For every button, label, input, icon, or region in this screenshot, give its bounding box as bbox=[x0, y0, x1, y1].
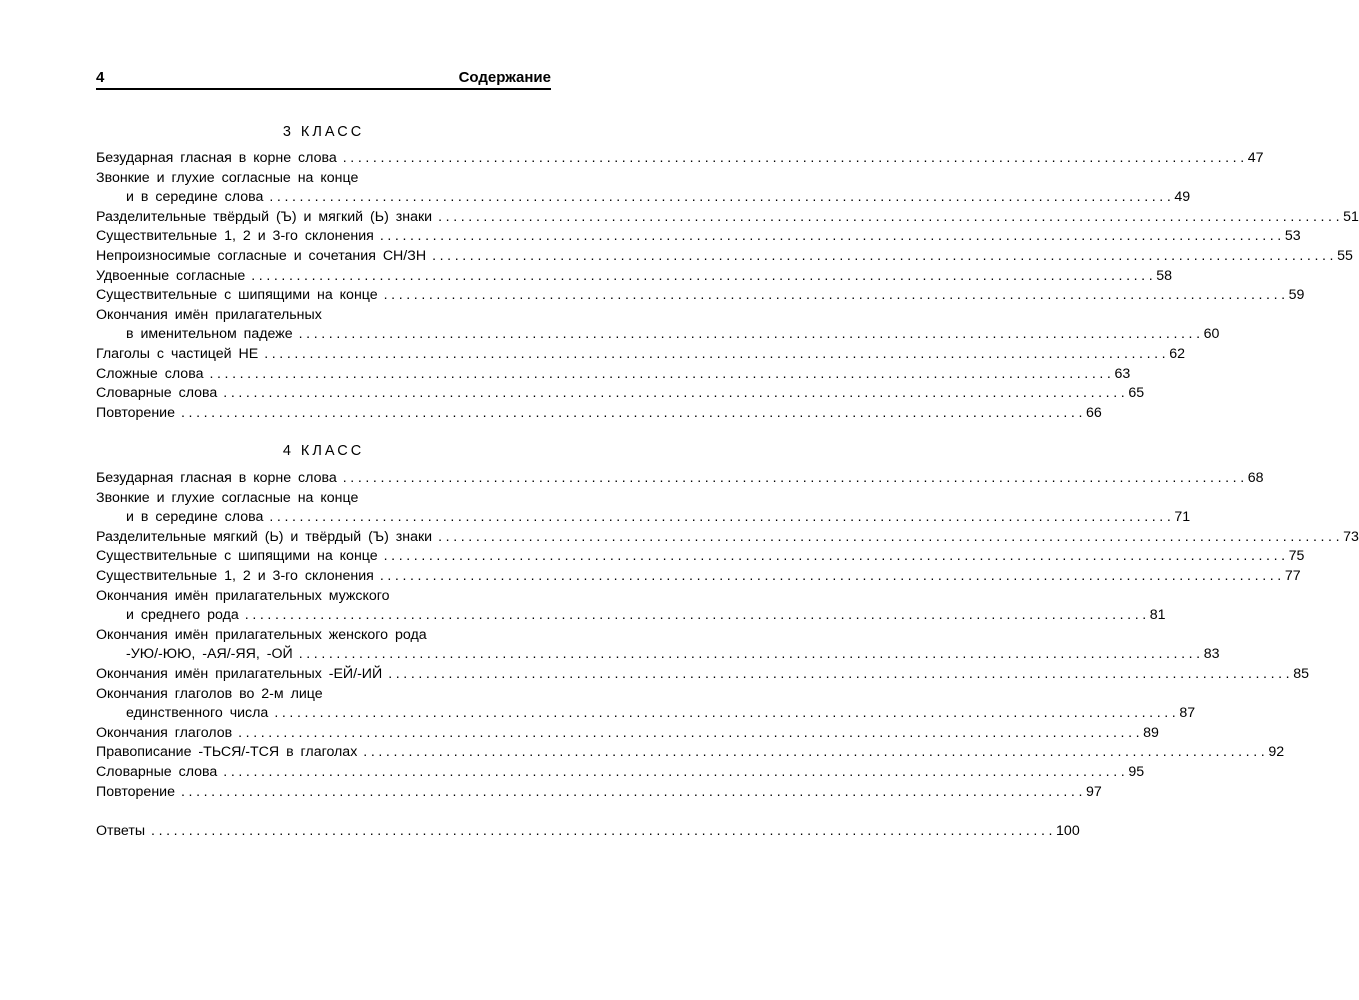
toc-entry[interactable] bbox=[96, 208, 1359, 228]
toc-page-number: 55 bbox=[1337, 247, 1353, 264]
dot-leader: ........................................................................................................................ bbox=[209, 365, 1115, 382]
toc-entry[interactable] bbox=[96, 267, 1173, 287]
toc-entry-title: Звонкие и глухие согласные на конце bbox=[96, 169, 359, 186]
toc-entry[interactable] bbox=[96, 404, 1102, 424]
dot-leader: ........................................................................................................................ bbox=[342, 470, 1248, 486]
toc-entry-title: Безударная гласная в корне слова bbox=[96, 470, 337, 486]
toc-page-number: 65 bbox=[1128, 385, 1145, 402]
dot-leader: ........................................................................................................................ bbox=[223, 763, 1129, 780]
toc-entry[interactable] bbox=[96, 508, 1191, 528]
toc-entry-title: Существительные с шипящими на конце bbox=[96, 287, 378, 304]
toc-entry-title: Существительные с шипящими на конце bbox=[96, 548, 378, 565]
toc-entry-title: Глаголы с частицей НЕ bbox=[96, 345, 259, 362]
toc-entry-title: Разделительные твёрдый (Ъ) и мягкий (Ь) знаки bbox=[96, 208, 433, 225]
toc-entry[interactable] bbox=[96, 528, 1359, 548]
toc-entry[interactable] bbox=[96, 665, 1309, 685]
toc-entry[interactable] bbox=[96, 626, 551, 646]
toc-page-number: 63 bbox=[1114, 365, 1131, 382]
toc-entry-title: Существительные 1, 2 и 3-го склонения bbox=[96, 567, 374, 584]
dot-leader: ........................................................................................................................ bbox=[432, 247, 1338, 264]
toc-page-number: 49 bbox=[1174, 189, 1191, 206]
toc-entry[interactable] bbox=[96, 345, 1185, 365]
dot-leader: ........................................................................................................................ bbox=[151, 823, 1057, 839]
toc-entry-title: Окончания имён прилагательных bbox=[96, 306, 322, 323]
dot-leader: ........................................................................................................................ bbox=[342, 150, 1248, 166]
toc-page-number: 53 bbox=[1284, 228, 1301, 245]
toc-entry[interactable] bbox=[96, 188, 1191, 208]
toc-entry[interactable] bbox=[96, 149, 1264, 169]
toc-entry-title: Существительные 1, 2 и 3-го склонения bbox=[96, 228, 374, 245]
class4-toc bbox=[96, 469, 1359, 802]
dot-leader: ........................................................................................................................ bbox=[383, 548, 1289, 565]
toc-entry-title: Удвоенные согласные bbox=[96, 267, 246, 284]
toc-page-number: 87 bbox=[1179, 705, 1196, 722]
toc-entry-title: Сложные слова bbox=[96, 365, 204, 382]
toc-entry-title: и в середине слова bbox=[126, 189, 264, 206]
dot-leader: ........................................................................................................................ bbox=[180, 404, 1086, 421]
toc-page-number: 58 bbox=[1156, 267, 1173, 284]
toc-page-number: 62 bbox=[1169, 345, 1185, 362]
toc-page-number: 68 bbox=[1247, 470, 1264, 486]
dot-leader: ........................................................................................................................ bbox=[274, 705, 1180, 722]
toc-entry[interactable] bbox=[96, 704, 1196, 724]
toc-entry-title: Разделительные мягкий (Ь) и твёрдый (Ъ) знаки bbox=[96, 528, 433, 545]
toc-page-number: 85 bbox=[1293, 665, 1309, 682]
dot-leader: ........................................................................................................................ bbox=[264, 345, 1170, 362]
toc-entry-title: Окончания имён прилагательных мужского bbox=[96, 587, 390, 604]
answers-toc bbox=[96, 822, 1080, 842]
toc-entry[interactable] bbox=[96, 567, 1301, 587]
dot-leader: ........................................................................................................................ bbox=[251, 267, 1157, 284]
toc-entry[interactable] bbox=[96, 325, 1220, 345]
dot-leader: ........................................................................................................................ bbox=[383, 287, 1289, 304]
dot-leader: ........................................................................................................................ bbox=[438, 528, 1344, 545]
toc-page-number: 71 bbox=[1174, 509, 1191, 526]
class3-heading: 3 КЛАСС bbox=[282, 124, 365, 140]
dot-leader: ........................................................................................................................ bbox=[363, 744, 1269, 761]
page-number: 4 bbox=[96, 69, 105, 86]
dot-leader: ........................................................................................................................ bbox=[238, 724, 1144, 741]
toc-page-number: 59 bbox=[1288, 287, 1305, 304]
class4-heading: 4 КЛАСС bbox=[282, 443, 365, 459]
toc-entry[interactable] bbox=[96, 306, 551, 326]
dot-leader: ........................................................................................................................ bbox=[298, 326, 1204, 343]
running-header bbox=[96, 66, 551, 90]
toc-entry[interactable] bbox=[96, 743, 1285, 763]
toc-entry[interactable] bbox=[96, 489, 551, 509]
toc-entry-title: единственного числа bbox=[126, 705, 269, 722]
dot-leader: ........................................................................................................................ bbox=[244, 607, 1150, 624]
dot-leader: ........................................................................................................................ bbox=[379, 567, 1285, 584]
dot-leader: ........................................................................................................................ bbox=[223, 385, 1129, 402]
class3-toc bbox=[96, 149, 1359, 423]
dot-leader: ........................................................................................................................ bbox=[269, 509, 1175, 526]
toc-page-number: 47 bbox=[1247, 150, 1264, 166]
dot-leader: ........................................................................................................................ bbox=[298, 646, 1204, 663]
toc-entry-title: Звонкие и глухие согласные на конце bbox=[96, 489, 359, 506]
toc-entry-title: Безударная гласная в корне слова bbox=[96, 150, 337, 166]
toc-page-number: 51 bbox=[1343, 208, 1359, 225]
toc-entry-answers[interactable] bbox=[96, 822, 1080, 842]
toc-entry-title: Непроизносимые согласные и сочетания СН/ЗН bbox=[96, 247, 427, 264]
toc-entry[interactable] bbox=[96, 547, 1305, 567]
toc-entry[interactable] bbox=[96, 763, 1145, 783]
toc-entry[interactable] bbox=[96, 783, 1102, 803]
dot-leader: ........................................................................................................................ bbox=[379, 228, 1285, 245]
toc-entry-title: в именительном падеже bbox=[126, 326, 293, 343]
toc-page-number: 95 bbox=[1128, 763, 1145, 780]
toc-page-number: 81 bbox=[1149, 607, 1166, 624]
dot-leader: ........................................................................................................................ bbox=[269, 189, 1175, 206]
toc-entry[interactable] bbox=[96, 384, 1145, 404]
toc-page-number: 100 bbox=[1056, 823, 1080, 839]
toc-entry-title: Словарные слова bbox=[96, 763, 218, 780]
toc-entry-title: Повторение bbox=[96, 404, 175, 421]
toc-page-number: 92 bbox=[1268, 744, 1285, 761]
toc-entry[interactable] bbox=[96, 587, 551, 607]
toc-entry-title: Окончания глаголов bbox=[96, 724, 233, 741]
toc-page-number: 73 bbox=[1343, 528, 1359, 545]
toc-entry[interactable] bbox=[96, 606, 1166, 626]
toc-entry[interactable] bbox=[96, 227, 1301, 247]
dot-leader: ........................................................................................................................ bbox=[438, 208, 1344, 225]
toc-page-number: 83 bbox=[1203, 646, 1220, 663]
toc-page-number: 75 bbox=[1288, 548, 1305, 565]
toc-entry-title: Словарные слова bbox=[96, 385, 218, 402]
toc-page-number: 66 bbox=[1086, 404, 1102, 421]
toc-entry-title: Правописание -ТЬСЯ/-ТСЯ в глаголах bbox=[96, 744, 358, 761]
toc-entry-title: и среднего рода bbox=[126, 607, 239, 624]
toc-entry[interactable] bbox=[96, 645, 1220, 665]
toc-entry-title: Окончания имён прилагательных женского рода bbox=[96, 626, 427, 643]
toc-entry[interactable] bbox=[96, 724, 1159, 744]
toc-entry[interactable] bbox=[96, 247, 1353, 267]
toc-entry-title: и в середине слова bbox=[126, 509, 264, 526]
toc-page-number: 97 bbox=[1086, 783, 1102, 800]
toc-page-number: 77 bbox=[1284, 567, 1301, 584]
dot-leader: ........................................................................................................................ bbox=[180, 783, 1086, 800]
toc-entry[interactable] bbox=[96, 286, 1305, 306]
toc-entry-title: Повторение bbox=[96, 783, 175, 800]
running-title: Содержание bbox=[458, 69, 551, 86]
toc-entry[interactable] bbox=[96, 365, 1131, 385]
toc-entry[interactable] bbox=[96, 169, 551, 189]
dot-leader: ........................................................................................................................ bbox=[388, 665, 1294, 682]
toc-entry-title: Окончания глаголов во 2-м лице bbox=[96, 685, 323, 702]
toc-entry[interactable] bbox=[96, 469, 1264, 489]
toc-entry-title: Окончания имён прилагательных -ЕЙ/-ИЙ bbox=[96, 665, 383, 682]
toc-entry-title: -УЮ/-ЮЮ, -АЯ/-ЯЯ, -ОЙ bbox=[126, 646, 293, 663]
toc-page-number: 60 bbox=[1203, 326, 1220, 343]
toc-page-number: 89 bbox=[1143, 724, 1159, 741]
toc-entry-title: Ответы bbox=[96, 823, 146, 839]
toc-entry[interactable] bbox=[96, 685, 551, 705]
